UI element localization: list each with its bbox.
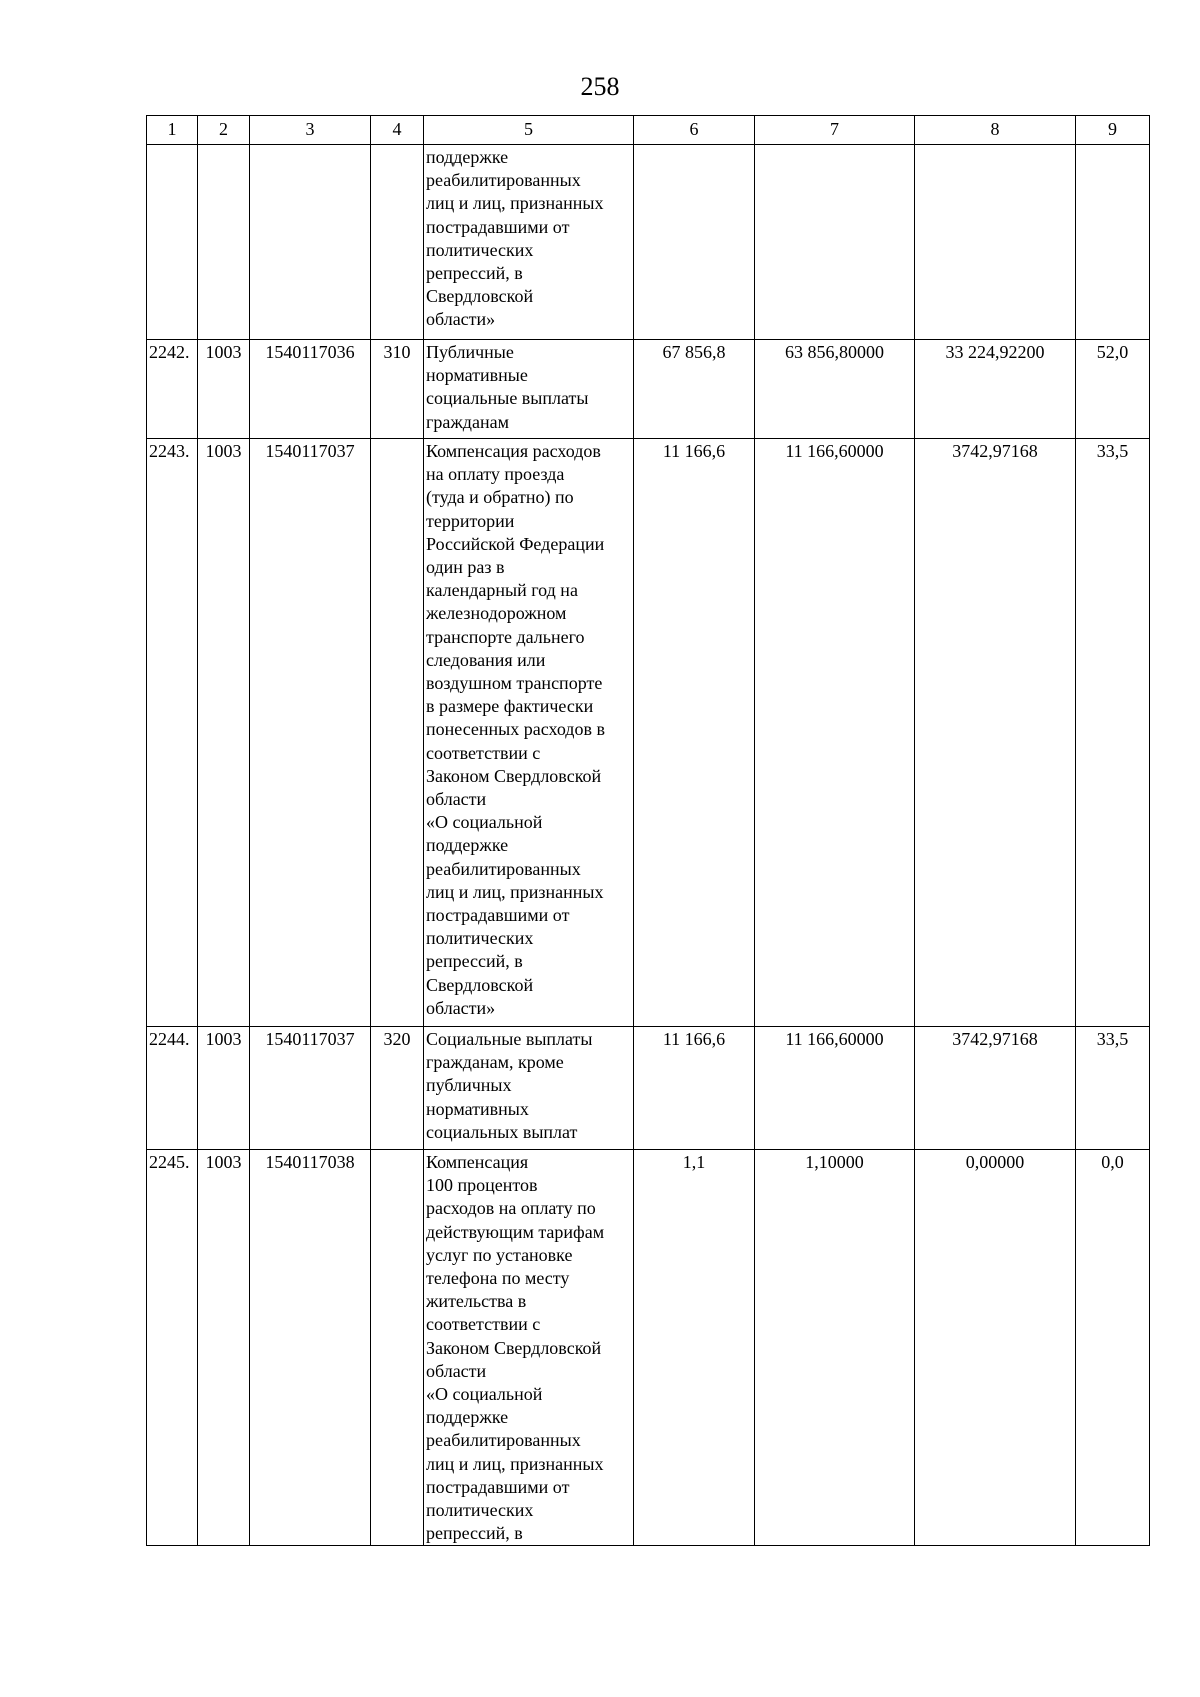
column-header: 3 [250, 116, 371, 145]
approved-amount: 11 166,6 [634, 1027, 755, 1150]
target-code [250, 145, 371, 340]
column-header: 9 [1076, 116, 1150, 145]
revised-amount: 63 856,80000 [755, 340, 915, 439]
revised-amount: 11 166,60000 [755, 439, 915, 1027]
approved-amount: 1,1 [634, 1150, 755, 1546]
column-header: 5 [424, 116, 634, 145]
column-header: 4 [371, 116, 424, 145]
execution-percent: 33,5 [1076, 1027, 1150, 1150]
expense-kind-code: 320 [371, 1027, 424, 1150]
target-code: 1540117036 [250, 340, 371, 439]
table-row [147, 145, 1150, 340]
item-name: поддержке реабилитированных лиц и лиц, признанных пострадавшими от политических репрессий, в Свердловской области» [424, 145, 634, 340]
section-code: 1003 [198, 1150, 250, 1546]
approved-amount [634, 145, 755, 340]
approved-amount: 67 856,8 [634, 340, 755, 439]
row-number: 2242. [147, 340, 198, 439]
revised-amount: 1,10000 [755, 1150, 915, 1546]
revised-amount [755, 145, 915, 340]
executed-amount: 3742,97168 [915, 1027, 1076, 1150]
column-header: 8 [915, 116, 1076, 145]
execution-percent [1076, 145, 1150, 340]
row-number [147, 145, 198, 340]
target-code: 1540117037 [250, 439, 371, 1027]
column-header: 6 [634, 116, 755, 145]
item-name: Публичные нормативные социальные выплаты гражданам [424, 340, 634, 439]
item-name: Компенсация расходов на оплату проезда (туда и обратно) по территории Российской Федерации один раз в календарный год на железнодорожном транспорте дальнего следования или воздушном транспорте в размере фактически понесенных расходов в соответствии с Законом Свердловской области «О социальной поддержке реабилитированных лиц и лиц, признанных пострадавшими от политических репрессий, в Свердловской области» [424, 439, 634, 1027]
column-header: 2 [198, 116, 250, 145]
row-number: 2243. [147, 439, 198, 1027]
column-header: 1 [147, 116, 198, 145]
execution-percent: 52,0 [1076, 340, 1150, 439]
column-header: 7 [755, 116, 915, 145]
revised-amount: 11 166,60000 [755, 1027, 915, 1150]
table-row [147, 1150, 1150, 1546]
table-row [147, 439, 1150, 1027]
expense-kind-code: 310 [371, 340, 424, 439]
approved-amount: 11 166,6 [634, 439, 755, 1027]
executed-amount: 0,00000 [915, 1150, 1076, 1546]
budget-table [146, 115, 1150, 1546]
execution-percent: 33,5 [1076, 439, 1150, 1027]
expense-kind-code [371, 439, 424, 1027]
executed-amount: 33 224,92200 [915, 340, 1076, 439]
table-row [147, 1027, 1150, 1150]
section-code: 1003 [198, 1027, 250, 1150]
executed-amount: 3742,97168 [915, 439, 1076, 1027]
section-code: 1003 [198, 439, 250, 1027]
executed-amount [915, 145, 1076, 340]
target-code: 1540117038 [250, 1150, 371, 1546]
page-number: 258 [580, 72, 620, 101]
section-code [198, 145, 250, 340]
expense-kind-code [371, 145, 424, 340]
table-row [147, 340, 1150, 439]
item-name: Социальные выплаты гражданам, кроме публичных нормативных социальных выплат [424, 1027, 634, 1150]
item-name: Компенсация 100 процентов расходов на оплату по действующим тарифам услуг по установке телефона по месту жительства в соответствии с Законом Свердловской области «О социальной поддержке реабилитированных лиц и лиц, признанных пострадавшими от политических репрессий, в [424, 1150, 634, 1546]
section-code: 1003 [198, 340, 250, 439]
row-number: 2244. [147, 1027, 198, 1150]
target-code: 1540117037 [250, 1027, 371, 1150]
execution-percent: 0,0 [1076, 1150, 1150, 1546]
row-number: 2245. [147, 1150, 198, 1546]
expense-kind-code [371, 1150, 424, 1546]
table-header-row [147, 116, 1150, 145]
